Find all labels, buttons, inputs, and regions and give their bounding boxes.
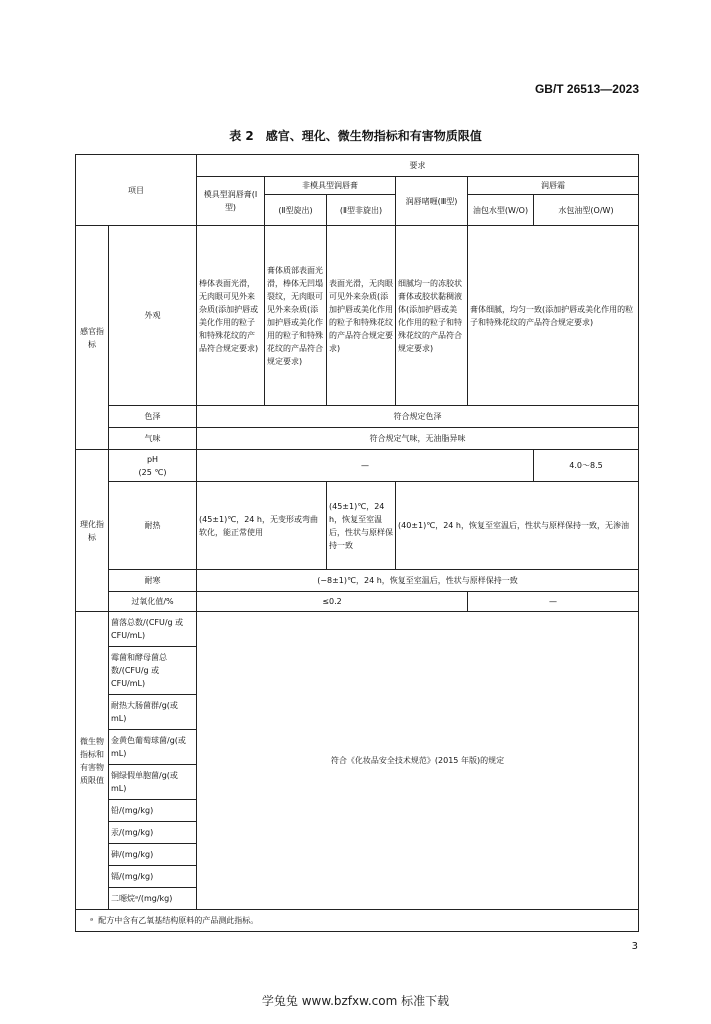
appearance-type1: 棒体表面光滑，无肉眼可见外来杂质(添加护唇或美化作用的粒子和特殊花纹的产品符合规定要求): [197, 226, 265, 406]
micro-item: 铅/(mg/kg): [109, 800, 197, 822]
standard-number: GB/T 26513—2023: [534, 82, 639, 96]
watermark-footer: 学兔兔 www.bzfxw.com 标准下载: [261, 994, 450, 1008]
appearance-cream: 膏体细腻，均匀一致(添加护唇或美化作用的粒子和特殊花纹的产品符合规定要求): [468, 226, 639, 406]
table-title: 表 2 感官、理化、微生物指标和有害物质限值: [229, 129, 482, 143]
header-type2a: (Ⅱ型旋出): [265, 195, 327, 226]
micro-item: 二噁烷ᵃ/(mg/kg): [109, 888, 197, 910]
row-odor-label: 气味: [109, 428, 197, 450]
micro-item: 镉/(mg/kg): [109, 866, 197, 888]
appearance-type3: 细腻均一的冻胶状膏体或胶状黏稠液体(添加护唇或美化作用的粒子和特殊花纹的产品符合规定要求): [396, 226, 468, 406]
page-number: 3: [631, 941, 638, 952]
micro-item: 耐热大肠菌群/g(或 mL): [109, 695, 197, 730]
header-nonmold: 非模具型润唇膏: [265, 177, 396, 195]
micro-requirement: 符合《化妆品安全技术规范》(2015 年版)的规定: [197, 612, 639, 910]
row-ph-label: pH (25 ℃): [109, 450, 197, 482]
row-peroxide-label: 过氧化值/%: [109, 592, 197, 612]
micro-item: 铜绿假单胞菌/g(或 mL): [109, 765, 197, 800]
ph-range: 4.0～8.5: [534, 450, 639, 482]
peroxide-requirement: ≤0.2: [197, 592, 468, 612]
peroxide-dash: —: [468, 592, 639, 612]
heat-type2b: (45±1)℃，24 h，恢复至室温后，性状与原样保持一致: [327, 482, 396, 570]
appearance-type2b: 表面光滑，无肉眼可见外来杂质(添加护唇或美化作用的粒子和特殊花纹的产品符合规定要求): [327, 226, 396, 406]
header-type1: 模具型润唇膏(Ⅰ型): [197, 177, 265, 226]
ph-dash: —: [197, 450, 534, 482]
table-footnote: ᵃ 配方中含有乙氧基结构原料的产品测此指标。: [76, 910, 639, 932]
micro-item: 汞/(mg/kg): [109, 822, 197, 844]
cold-requirement: (−8±1)℃，24 h，恢复至室温后，性状与原样保持一致: [197, 570, 639, 592]
header-cream-wo: 油包水型(W/O): [468, 195, 534, 226]
heat-type3-cream: (40±1)℃，24 h，恢复至室温后，性状与原样保持一致，无渗油: [396, 482, 639, 570]
group-physchem: 理化指标: [76, 450, 109, 612]
header-cream-ow: 水包油型(O/W): [534, 195, 639, 226]
micro-item: 金黄色葡萄球菌/g(或 mL): [109, 730, 197, 765]
color-requirement: 符合规定色泽: [197, 406, 639, 428]
appearance-type2a: 膏体质部表面光滑，棒体无凹塌裂纹，无肉眼可见外来杂质(添加护唇或美化作用的粒子和特殊花纹的产品符合规定要求): [265, 226, 327, 406]
micro-item: 霉菌和酵母菌总数/(CFU/g 或 CFU/mL): [109, 647, 197, 695]
header-type3: 润唇啫喱(Ⅲ型): [396, 177, 468, 226]
row-heat-label: 耐热: [109, 482, 197, 570]
header-requirement: 要求: [197, 155, 639, 177]
heat-type1-2a: (45±1)℃，24 h，无变形或弯曲软化，能正常使用: [197, 482, 327, 570]
requirements-table: [75, 154, 639, 932]
row-color-label: 色泽: [109, 406, 197, 428]
micro-item: 菌落总数/(CFU/g 或 CFU/mL): [109, 612, 197, 647]
micro-item: 砷/(mg/kg): [109, 844, 197, 866]
header-cream: 润唇霜: [468, 177, 639, 195]
odor-requirement: 符合规定气味，无油脂异味: [197, 428, 639, 450]
group-sensory: 感官指标: [76, 226, 109, 450]
row-cold-label: 耐寒: [109, 570, 197, 592]
group-micro: 微生物指标和有害物质限值: [76, 612, 109, 910]
header-item: 项目: [76, 155, 197, 226]
header-type2b: (Ⅱ型非旋出): [327, 195, 396, 226]
row-appearance-label: 外观: [109, 226, 197, 406]
